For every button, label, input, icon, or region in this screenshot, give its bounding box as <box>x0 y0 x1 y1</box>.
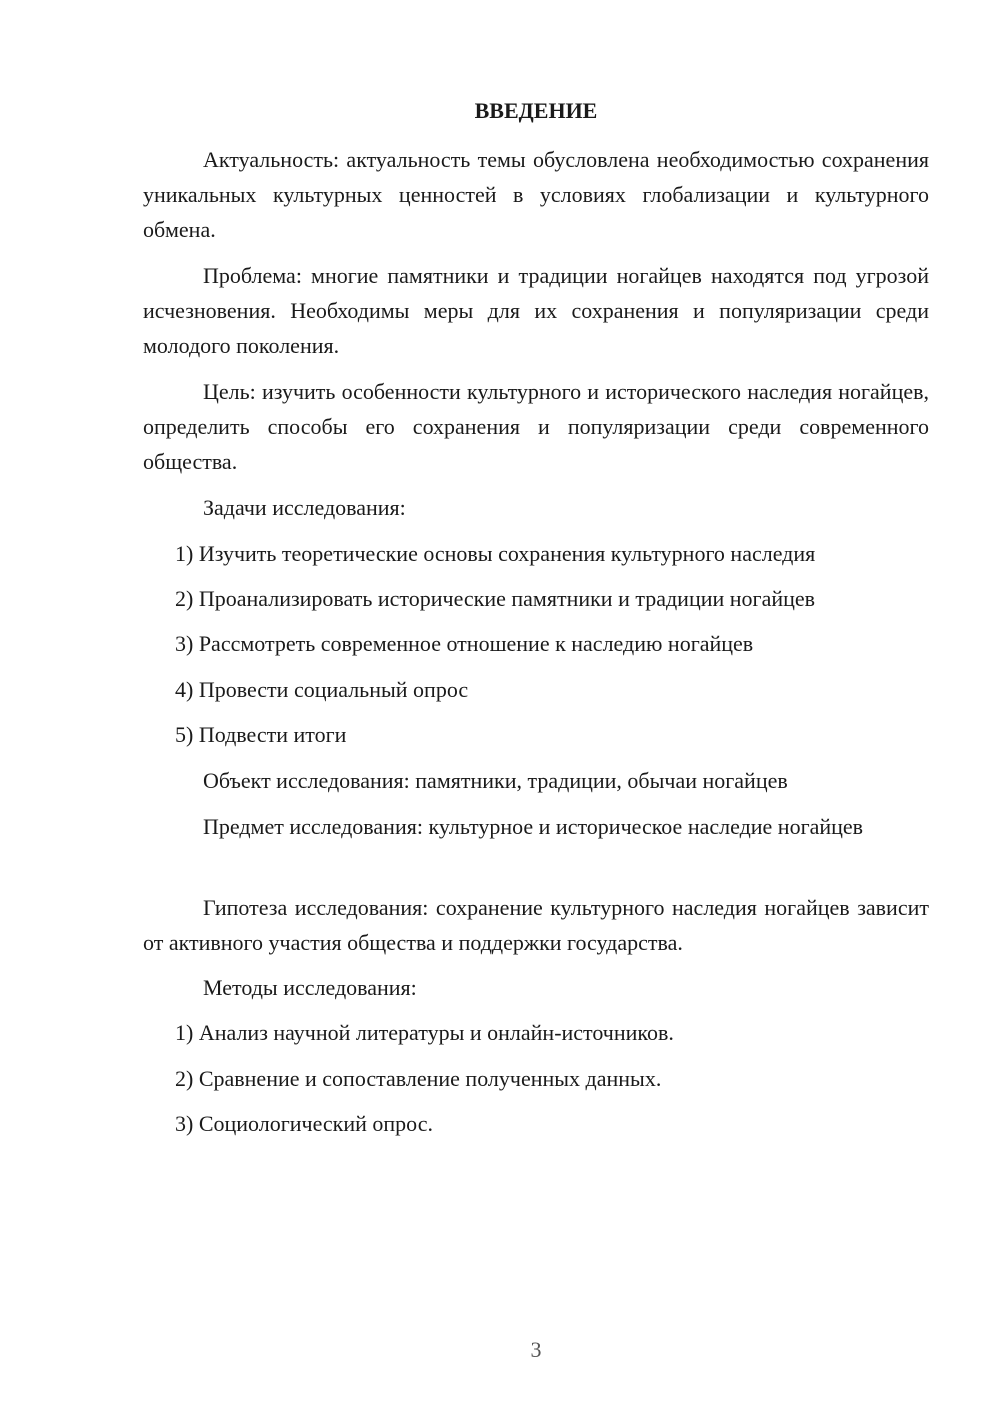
task-item: 1) Изучить теоретические основы сохранения культурного наследия <box>175 541 816 566</box>
task-item: 5) Подвести итоги <box>175 722 347 747</box>
goal-paragraph: Цель: изучить особенности культурного и исторического наследия ногайцев, определить способы его сохранения и популяризации среди современного общества. <box>143 379 929 474</box>
task-item: 3) Рассмотреть современное отношение к наследию ногайцев <box>175 631 754 656</box>
method-item: 1) Анализ научной литературы и онлайн-источников. <box>175 1020 674 1045</box>
object-paragraph: Объект исследования: памятники, традиции, обычаи ногайцев <box>203 768 788 793</box>
subject-paragraph: Предмет исследования: культурное и историческое наследие ногайцев <box>203 814 864 839</box>
method-item: 2) Сравнение и сопоставление полученных данных. <box>175 1066 662 1091</box>
page-number: 3 <box>530 1337 542 1362</box>
hypothesis-paragraph: Гипотеза исследования: сохранение культурного наследия ногайцев зависит от активного участия общества и поддержки государства. <box>143 895 929 955</box>
tasks-heading: Задачи исследования: <box>203 495 406 520</box>
task-item: 4) Провести социальный опрос <box>175 677 469 702</box>
task-item: 2) Проанализировать исторические памятники и традиции ногайцев <box>175 586 816 611</box>
page-title: ВВЕДЕНИЕ <box>474 98 598 123</box>
methods-heading: Методы исследования: <box>203 975 417 1000</box>
problem-paragraph: Проблема: многие памятники и традиции ногайцев находятся под угрозой исчезновения. Необходимы меры для их сохранения и популяризации среди молодого поколения. <box>143 263 929 358</box>
relevance-paragraph: Актуальность: актуальность темы обусловлена необходимостью сохранения уникальных культурных ценностей в условиях глобализации и культурного обмена. <box>143 147 929 242</box>
method-item: 3) Социологический опрос. <box>175 1111 433 1136</box>
